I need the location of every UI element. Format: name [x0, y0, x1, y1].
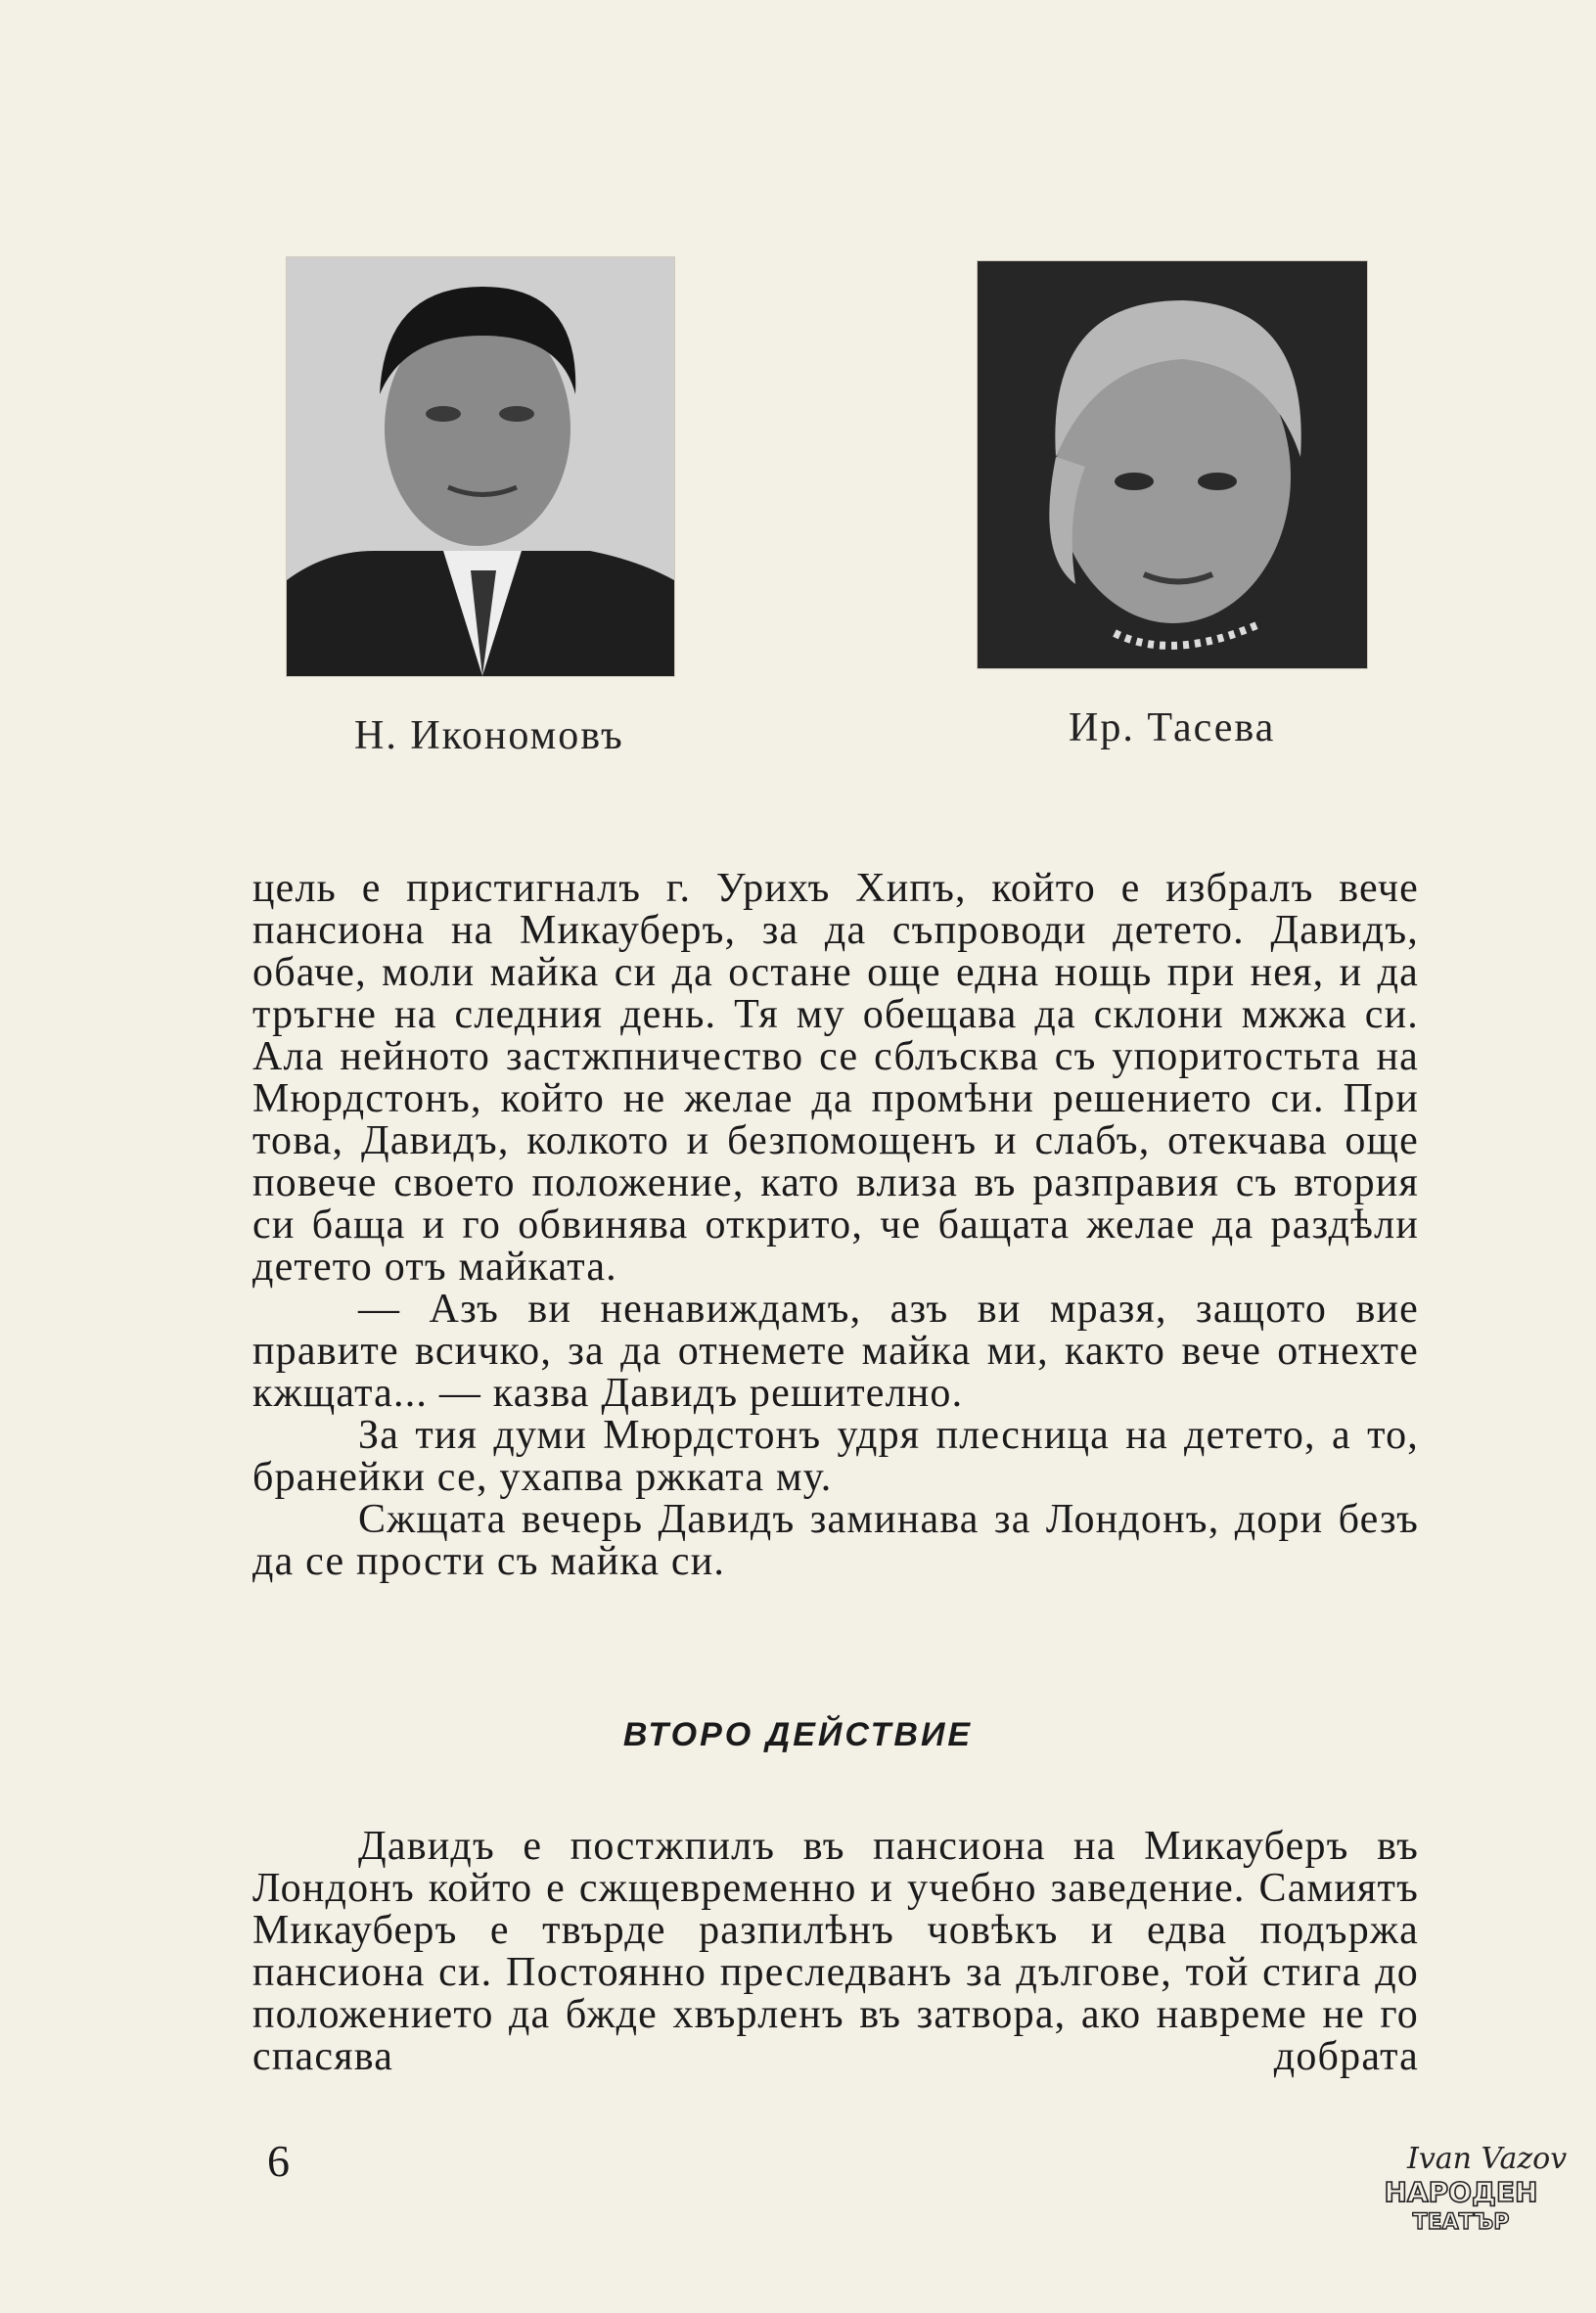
- portrait-photo-taseva: [977, 260, 1368, 669]
- page-number: 6: [267, 2136, 290, 2186]
- national-theatre-logo: [1378, 2131, 1568, 2239]
- portrait-photo-ikonomov: [286, 256, 675, 677]
- paragraph: цель е пристигналъ г. Урихъ Хипъ, който е избралъ вече пансиона на Микауберъ, за да съпроводи детето. Давидъ, обаче, моли майка си да остане още една нощь при нея, и да тръгне на следния день. Тя му обещава да склони мжжа си. Ала нейното застжпничество се сблъсква съ упоритостьта на Мюрдстонъ, който не желае да промѣни решението си. При това, Давидъ, колкото и безпомощенъ и слабъ, отекчава още повече своето положение, като влиза въ разправия съ втория си баща и го обвинява открито, че бащата желае да раздѣли детето отъ майката.: [252, 866, 1419, 1290]
- act2-text: [252, 1826, 1419, 2078]
- act1-continuation-text: [252, 868, 1419, 1583]
- paragraph: Сжщата вечерь Давидъ заминава за Лондонъ, дори безъ да се прости съ майка си.: [252, 1497, 1419, 1584]
- paragraph: — Азъ ви ненавиждамъ, азъ ви мразя, защото вие правите всичко, за да отнемете майка ми, както вече отнехте кжщата... — казва Давидъ решително.: [252, 1287, 1419, 1416]
- paragraph: Давидъ е постжпилъ въ пансиона на Микауберъ въ Лондонъ който е сжщевременно и учебно заведение. Самиятъ Микауберъ е твърде разпилѣнъ човѣкъ и едва подържа пансиона си. Постоянно преследванъ за дългове, той стига до положението да бжде хвърленъ въ затвора, ако навреме не го спасява добрата: [252, 1824, 1419, 2079]
- paragraph: За тия думи Мюрдстонъ удря плесница на детето, а то, бранейки се, ухапва ржката му.: [252, 1413, 1419, 1500]
- logo-line-1: НАРОДЕН: [1384, 2176, 1538, 2208]
- photo-caption-right: Ир. Тасева: [1069, 705, 1276, 750]
- photo-caption-left: Н. Икономовъ: [354, 713, 624, 758]
- logo-signature: Ivan Vazov: [1407, 2142, 1568, 2176]
- section-heading: ВТОРО ДЕЙСТВИЕ: [622, 1716, 974, 1753]
- logo-line-2: ТЕАТЪР: [1412, 2210, 1510, 2235]
